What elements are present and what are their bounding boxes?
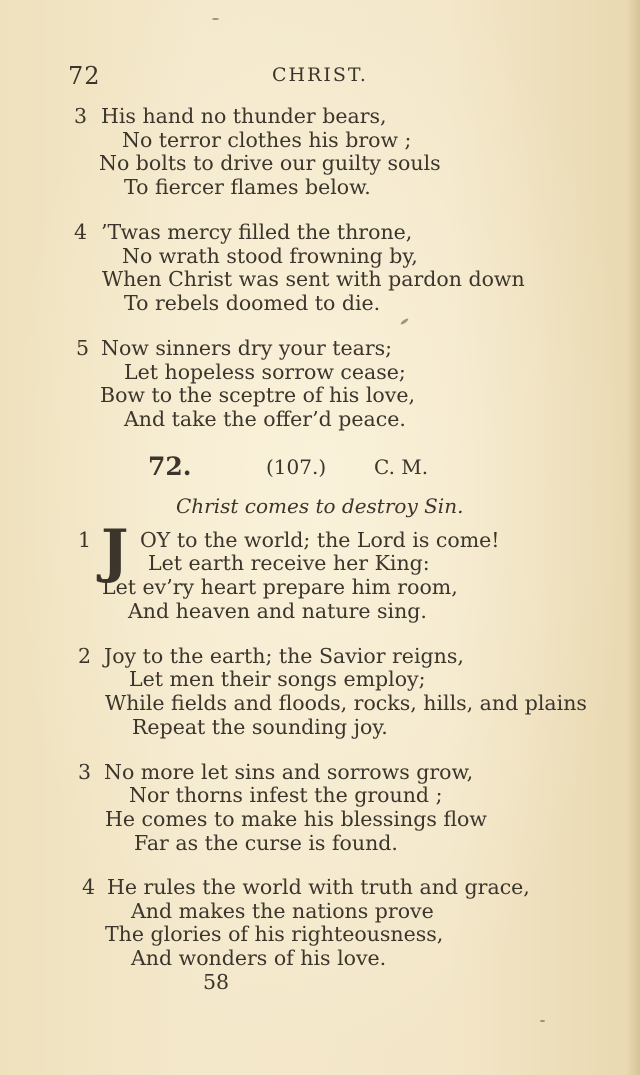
verse-line: Far as the curse is found. (134, 831, 398, 855)
verse-line: No terror clothes his brow ; (122, 128, 412, 152)
hymn-tune-reference: (107.) (266, 455, 327, 479)
hymn-title: Christ comes to destroy Sin. (176, 494, 464, 518)
verse-line: And heaven and nature sing. (128, 599, 427, 623)
ink-speck (540, 1020, 545, 1022)
verse-line: And wonders of his love. (131, 946, 387, 970)
page-number: 72 (68, 62, 101, 90)
drop-cap: J (101, 517, 129, 585)
verse-line: To fiercer flames below. (124, 175, 371, 199)
page-edge-shadow (626, 0, 640, 1075)
verse-line: Bow to the sceptre of his love, (100, 383, 415, 407)
verse-line: No wrath stood frowning by, (122, 244, 418, 268)
verse-line: He rules the world with truth and grace, (107, 875, 530, 899)
verse-line: No more let sins and sorrows grow, (104, 760, 474, 784)
verse-line: When Christ was sent with pardon down (102, 267, 525, 291)
verse-line: Now sinners dry your tears; (101, 336, 393, 360)
verse-number: 3 (74, 104, 88, 128)
verse-line: The glories of his righteousness, (105, 922, 444, 946)
verse-line: Let men their songs employ; (129, 667, 426, 691)
verse-number: 4 (82, 875, 96, 899)
signature-mark: 58 (203, 970, 230, 994)
ink-speck (400, 318, 409, 326)
verse-line: Let hopeless sorrow cease; (124, 360, 406, 384)
verse-line: His hand no thunder bears, (101, 104, 387, 128)
verse-line: Let earth receive her King: (148, 551, 430, 575)
verse-number: 3 (78, 760, 92, 784)
verse-number: 2 (78, 644, 92, 668)
verse-number: 1 (78, 528, 92, 552)
ink-speck (212, 18, 219, 20)
verse-line: He comes to make his blessings flow (105, 807, 487, 831)
verse-number: 4 (74, 220, 88, 244)
verse-line: Joy to the earth; the Savior reigns, (104, 644, 464, 668)
verse-line: No bolts to drive our guilty souls (99, 151, 441, 175)
verse-line: While fields and floods, rocks, hills, and plains (105, 691, 587, 715)
hymn-meter: C. M. (374, 455, 429, 479)
verse-line: OY to the world; the Lord is come! (140, 528, 500, 552)
verse-line: To rebels doomed to die. (124, 291, 381, 315)
hymn-number: 72. (148, 452, 192, 481)
verse-line: ’Twas mercy filled the throne, (101, 220, 413, 244)
verse-line: Let ev’ry heart prepare him room, (102, 575, 458, 599)
running-title: CHRIST. (272, 64, 368, 86)
verse-number: 5 (76, 336, 90, 360)
verse-line: Nor thorns infest the ground ; (129, 783, 443, 807)
verse-line: Repeat the sounding joy. (132, 715, 388, 739)
verse-line: And makes the nations prove (131, 899, 434, 923)
verse-line: And take the offer’d peace. (124, 407, 406, 431)
